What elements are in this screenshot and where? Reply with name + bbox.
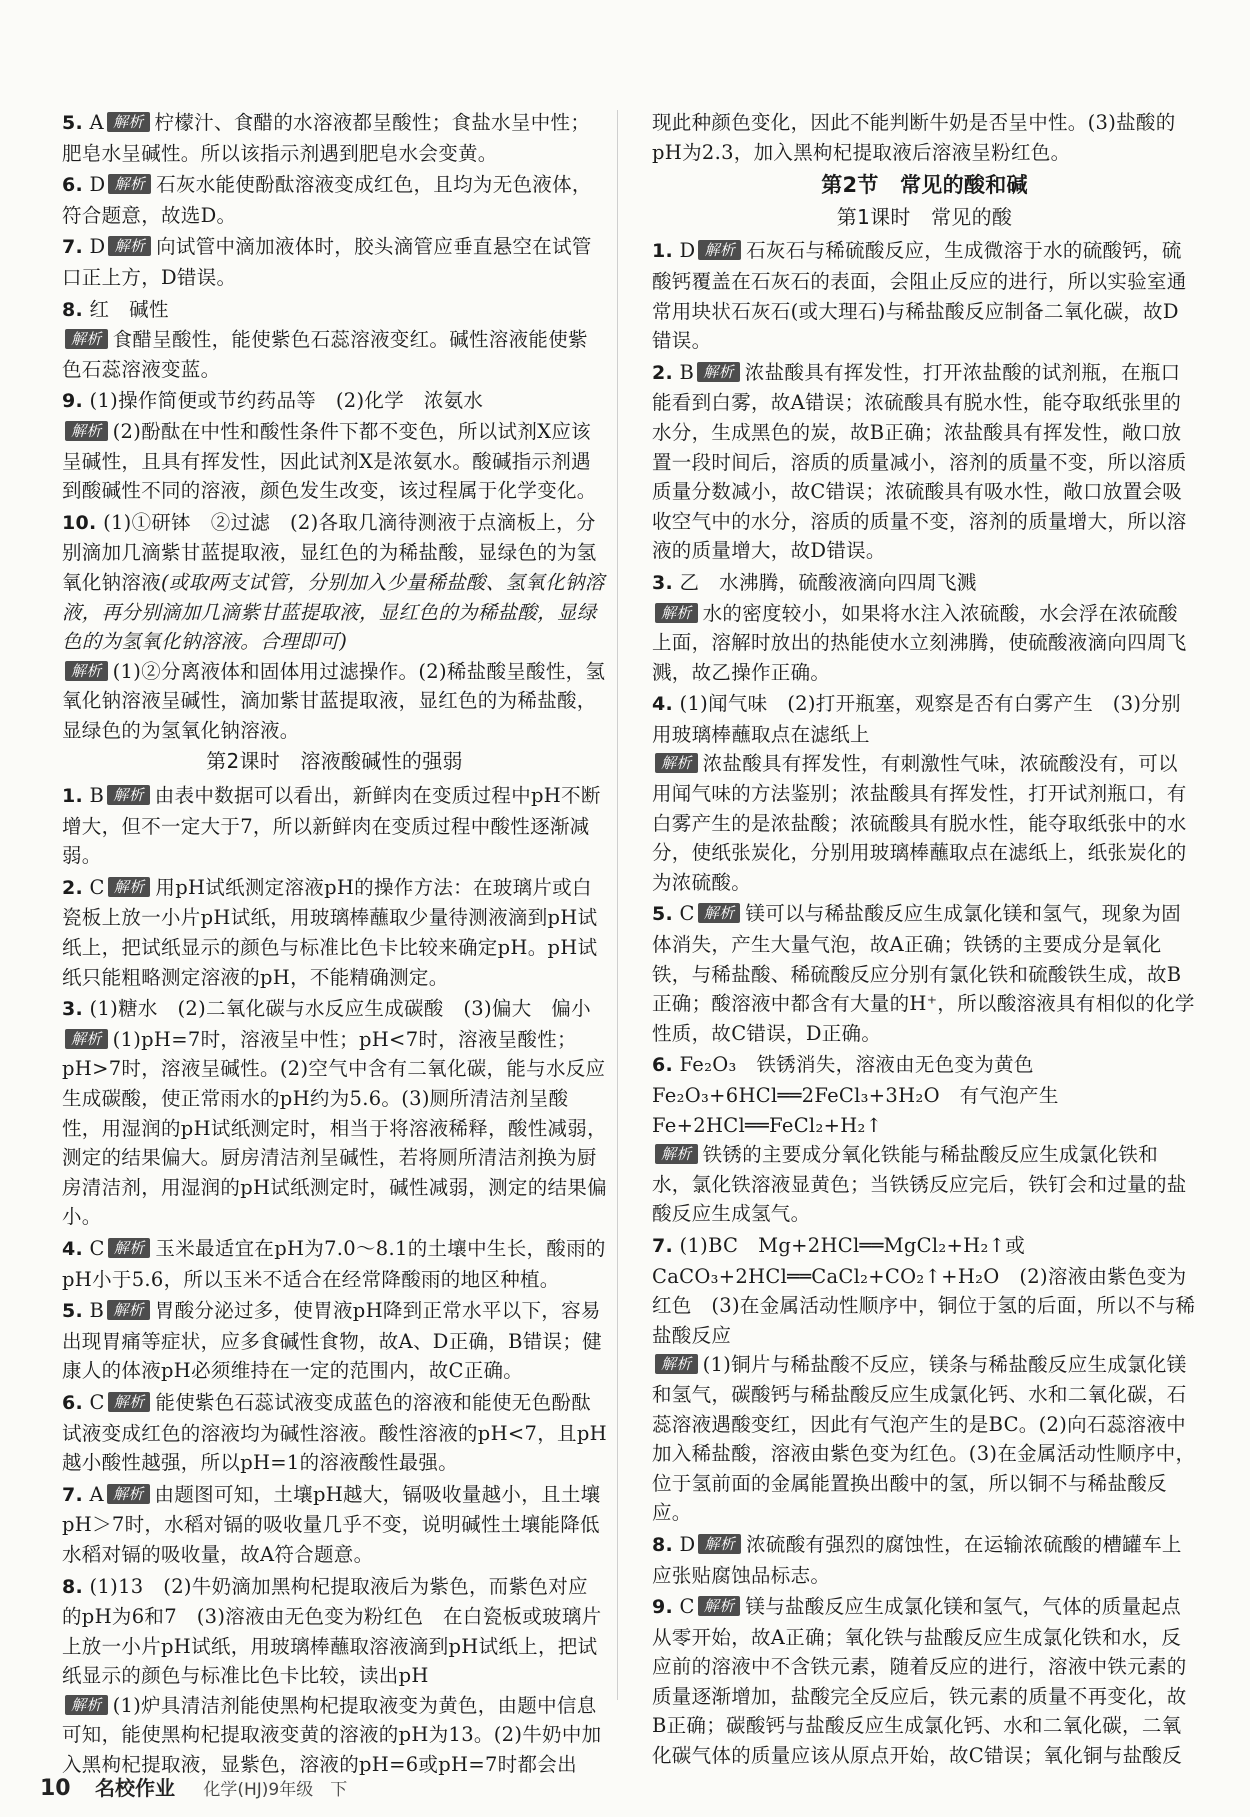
- analysis-tag: 解析: [108, 1238, 151, 1258]
- item-number: 5.: [62, 1300, 84, 1323]
- answer-item: [652, 1530, 1197, 1590]
- analysis-tag: 解析: [108, 174, 151, 194]
- item-explanation: 浓硫酸有强烈的腐蚀性，在运输浓硫酸的槽罐车上应张贴腐蚀品标志。: [652, 1532, 1182, 1587]
- item-answer: 乙 水沸腾，硫酸液滴向四周飞溅: [679, 570, 977, 594]
- column-divider: [617, 110, 618, 1700]
- item-answer-alt: (或取两支试管，分别加入少量稀盐酸、氢氧化钠溶液，再分别滴加几滴紫甘蓝提取液，显红色的为稀盐酸，显绿色的为氢氧化钠溶液。合理即可): [62, 570, 605, 654]
- left-items: [62, 108, 607, 745]
- analysis-tag: 解析: [108, 1392, 151, 1412]
- item-number: 2.: [62, 876, 84, 899]
- item-answer: A: [89, 1482, 104, 1506]
- answer-item: [62, 508, 607, 746]
- brand-name: 名校作业: [94, 1776, 175, 1800]
- answer-item: [62, 295, 607, 385]
- item-answer: (1)BC Mg+2HCl══MgCl₂+H₂↑或CaCO₃+2HCl══CaCl₂+CO₂↑+H₂O (2)溶液由紫色变为红色 (3)在金属活动性顺序中，铜位于氢的后面，所以不与稀盐酸反应: [652, 1233, 1196, 1347]
- item-number: 1.: [652, 240, 674, 263]
- item-explanation: 镁可以与稀盐酸反应生成氯化镁和氢气，现象为固体消失，产生大量气泡，故A正确；铁锈的主要成分是氧化铁，与稀盐酸、稀硫酸反应分别有氯化铁和硫酸铁生成，故B正确；酸溶液中都含有大量的H⁺，所以酸溶液具有相似的化学性质，故C错误，D正确。: [652, 902, 1195, 1045]
- lesson-heading-2: 第2课时 溶液酸碱性的强弱: [206, 749, 463, 774]
- item-answer: B: [89, 784, 105, 808]
- item-explanation: 柠檬汁、食醋的水溶液都呈酸性；食盐水呈中性；肥皂水呈碱性。所以该指示剂遇到肥皂水会变黄。: [62, 111, 591, 165]
- item-number: 10.: [62, 511, 97, 534]
- item-explanation: 由表中数据可以看出，新鲜肉在变质过程中pH不断增大，但不一定大于7，所以新鲜肉在变质过程中酸性逐渐减弱。: [62, 784, 601, 868]
- item-explanation: (2)酚酞在中性和酸性条件下都不变色，所以试剂X应该呈碱性，且具有挥发性，因此试剂X是浓氨水。酸碱指示剂遇到酸碱性不同的溶液，颜色发生改变，该过程属于化学变化。: [62, 419, 597, 503]
- explanation-block: [62, 657, 607, 746]
- continued-text: 现此种颜色变化，因此不能判断牛奶是否呈中性。(3)盐酸的pH为2.3，加入黑枸杞提取液后溶液呈粉红色。: [652, 111, 1176, 164]
- answer-item: [62, 1572, 607, 1780]
- analysis-tag: 解析: [655, 1354, 698, 1374]
- analysis-tag: 解析: [108, 236, 151, 256]
- answer-item: [652, 568, 1197, 687]
- item-explanation: 用pH试纸测定溶液pH的操作方法：在玻璃片或白瓷板上放一小片pH试纸，用玻璃棒蘸取少量待测液滴到pH试纸上，把试纸显示的颜色与标准比色卡比较来确定pH。pH试纸只能粗略测定溶液的pH，不能精确测定。: [62, 875, 598, 989]
- item-explanation: (1)pH=7时，溶液呈中性；pH<7时，溶液呈酸性；pH>7时，溶液呈碱性。(2)空气中含有二氧化碳，能与水反应生成碳酸，使正常雨水的pH约为5.6。(3)厕所清洁剂呈酸性，用湿润的pH试纸测定时，相当于将溶液稀释，酸性减弱，测定的结果偏大。厨房清洁剂呈碱性，若将厕所清洁剂换为厨房清洁剂，用湿润的pH试纸测定时，碱性减弱，测定的结果偏小。: [62, 1027, 607, 1229]
- analysis-tag: 解析: [697, 362, 740, 382]
- answer-item: [652, 236, 1197, 355]
- item-number: 5.: [652, 903, 674, 926]
- answer-item: [62, 1296, 607, 1386]
- item-number: 7.: [62, 236, 84, 259]
- analysis-tag: 解析: [107, 112, 150, 132]
- item-answer: C: [89, 875, 105, 899]
- answer-item: [62, 108, 607, 168]
- item-explanation: 水的密度较小，如果将水注入浓硫酸，水会浮在浓硫酸上面，溶解时放出的热能使水立刻沸腾，使硫酸液滴向四周飞溅，故乙操作正确。: [652, 601, 1187, 684]
- section-heading: 第2节 常见的酸和碱: [821, 173, 1028, 198]
- left-column: [62, 108, 607, 1782]
- item-answer: C: [89, 1236, 105, 1260]
- analysis-tag: 解析: [698, 1534, 741, 1554]
- explanation-block: [652, 1350, 1197, 1528]
- item-number: 5.: [62, 112, 84, 134]
- item-number: 7.: [652, 1234, 674, 1257]
- item-answer: (1)13 (2)牛奶滴加黑枸杞提取液后为紫色，而紫色对应的pH为6和7 (3)溶液由无色变为粉红色 在白瓷板或玻璃片上放一小片pH试纸，用玻璃棒蘸取溶液滴到pH试纸上，把试纸显示的颜色与标准比色卡比较，读出pH: [62, 1574, 602, 1688]
- item-explanation: 由题图可知，土壤pH越大，镉吸收量越小，且土壤pH＞7时，水稻对镉的吸收量几乎不变，说明碱性土壤能降低水稻对镉的吸收量，故A符合题意。: [62, 1482, 601, 1566]
- item-answer: (1)操作简便或节约药品等 (2)化学 浓氨水: [89, 389, 484, 413]
- item-number: 6.: [652, 1054, 674, 1077]
- analysis-tag: 解析: [698, 240, 741, 260]
- item-explanation: 浓盐酸具有挥发性，打开浓盐酸的试剂瓶，在瓶口能看到白雾，故A错误；浓硫酸具有脱水性，能夺取纸张里的水分，生成黑色的炭，故B正确；浓盐酸具有挥发性，敞口放置一段时间后，溶质的质量减小，溶剂的质量不变，所以溶质质量分数减小，故C错误；浓硫酸具有吸水性，敞口放置会吸收空气中的水分，溶质的质量不变，溶剂的质量增大，所以溶液的质量增大，故D错误。: [652, 360, 1187, 563]
- item-answer: (1)糖水 (2)二氧化碳与水反应生成碳酸 (3)偏大 偏小: [89, 997, 591, 1021]
- answer-item: [652, 1050, 1197, 1229]
- item-explanation: (1)炉具清洁剂能使黑枸杞提取液变为黄色，由题中信息可知，能使黑枸杞提取液变黄的溶液的pH为13。(2)牛奶中加入黑枸杞提取液，显紫色，溶液的pH=6或pH=7时都会出: [62, 1693, 602, 1777]
- item-answer: A: [89, 111, 104, 134]
- item-explanation: (1)②分离液体和固体用过滤操作。(2)稀盐酸呈酸性，氢氧化钠溶液呈碱性，滴加紫甘蓝提取液，显红色的为稀盐酸，显绿色的为氢氧化钠溶液。: [62, 659, 606, 742]
- item-number: 6.: [62, 174, 84, 197]
- item-number: 7.: [62, 1483, 84, 1506]
- right-column: [652, 108, 1197, 1773]
- item-number: 3.: [652, 571, 674, 594]
- item-number: 4.: [62, 1237, 84, 1260]
- explanation-block: [652, 599, 1197, 688]
- item-explanation: 玉米最适宜在pH为7.0～8.1的土壤中生长，酸雨的pH小于5.6，所以玉米不适合在经常降酸雨的地区种植。: [62, 1236, 606, 1291]
- analysis-tag: 解析: [65, 1029, 108, 1049]
- answer-item: [652, 1231, 1197, 1528]
- item-number: 2.: [652, 361, 674, 384]
- analysis-tag: 解析: [65, 661, 108, 681]
- item-explanation: 镁与盐酸反应生成氯化镁和氢气，气体的质量起点从零开始，故A正确；氧化铁与盐酸反应生成氯化铁和水，反应前的溶液中不含铁元素，随着反应的进行，溶液中铁元素的质量逐渐增加，盐酸完全反应后，铁元素的质量不再变化，故B正确；碳酸钙与盐酸反应生成氯化钙、水和二氧化碳，二氧化碳气体的质量应该从原点开始，故C错误；氧化铜与盐酸反: [652, 1595, 1187, 1768]
- answer-item: [652, 358, 1197, 566]
- item-answer: B: [679, 360, 695, 384]
- analysis-tag: 解析: [655, 1144, 698, 1164]
- item-answer: C: [679, 902, 695, 926]
- item-answer: C: [679, 1595, 695, 1619]
- item-number: 9.: [652, 1596, 674, 1619]
- item-explanation: 胃酸分泌过多，使胃液pH降到正常水平以下，容易出现胃痛等症状，应多食碱性食物，故A、D正确，B错误；健康人的体液pH必须维持在一定的范围内，故C正确。: [62, 1299, 602, 1383]
- analysis-tag: 解析: [655, 603, 698, 623]
- answer-item: [62, 781, 607, 871]
- item-number: 6.: [62, 1391, 84, 1414]
- item-answer: Fe₂O₃ 铁锈消失，溶液由无色变为黄色 Fe₂O₃+6HCl══2FeCl₃+3H₂O 有气泡产生 Fe+2HCl══FeCl₂+H₂↑: [652, 1053, 1079, 1137]
- analysis-tag: 解析: [107, 1484, 150, 1504]
- item-explanation: 向试管中滴加液体时，胶头滴管应垂直悬空在试管口正上方，D错误。: [62, 235, 592, 289]
- item-explanation: 能使紫色石蕊试液变成蓝色的溶液和能使无色酚酞试液变成红色的溶液均为碱性溶液。酸性溶液的pH<7，且pH越小酸性越强，所以pH=1的溶液酸性最强。: [62, 1390, 607, 1475]
- analysis-tag: 解析: [107, 785, 150, 805]
- analysis-tag: 解析: [65, 329, 108, 349]
- analysis-tag: 解析: [65, 421, 108, 441]
- item-explanation: 石灰水能使酚酞溶液变成红色，且均为无色液体，符合题意，故选D。: [62, 173, 592, 227]
- item-explanation: 浓盐酸具有挥发性，有刺激性气味，浓硫酸没有，可以用闻气味的方法鉴别；浓盐酸具有挥发性，打开试剂瓶口，有白雾产生的是浓盐酸；浓硫酸具有脱水性，能夺取纸张中的水分，使纸张炭化，分别用玻璃棒蘸取点在滤纸上，纸张炭化的为浓硫酸。: [652, 752, 1187, 894]
- item-answer: (1)①研钵 ②过滤 (2)各取几滴待测液于点滴板上，分别滴加几滴紫甘蓝提取液，显红色的为稀盐酸，显绿色的为氢氧化钠溶液: [62, 510, 597, 594]
- item-explanation: (1)铜片与稀盐酸不反应，镁条与稀盐酸反应生成氯化镁和氢气，碳酸钙与稀盐酸反应生成氯化钙、水和二氧化碳，石蕊溶液遇酸变红，因此有气泡产生的是BC。(2)向石蕊溶液中加入稀盐酸，溶液由紫色变为红色。(3)在金属活动性顺序中，位于氢前面的金属能置换出酸中的氢，所以铜不与稀盐酸反应。: [652, 1353, 1196, 1525]
- item-answer: D: [89, 235, 106, 259]
- item-number: 8.: [62, 298, 84, 321]
- page-footer: [40, 1772, 347, 1801]
- explanation-block: [652, 1140, 1197, 1229]
- answer-item: [62, 1480, 607, 1570]
- analysis-tag: 解析: [698, 903, 741, 923]
- item-answer: D: [679, 239, 696, 263]
- answer-item: [652, 689, 1197, 897]
- explanation-block: [62, 417, 607, 506]
- explanation-block: [62, 1025, 607, 1232]
- lesson-heading-1: 第1课时 常见的酸: [836, 204, 1013, 229]
- item-number: 1.: [62, 785, 84, 808]
- item-number: 8.: [652, 1533, 674, 1556]
- explanation-block: [652, 749, 1197, 897]
- analysis-tag: 解析: [107, 1300, 150, 1320]
- page-number: 10: [40, 1776, 71, 1801]
- item-explanation: 石灰石与稀硫酸反应，生成微溶于水的硫酸钙，硫酸钙覆盖在石灰石的表面，会阻止反应的进行，所以实验室通常用块状石灰石(或大理石)与稀盐酸反应制备二氧化碳，故D错误。: [652, 239, 1187, 353]
- analysis-tag: 解析: [698, 1596, 741, 1616]
- item-answer: C: [89, 1390, 105, 1414]
- item-answer: D: [679, 1532, 696, 1556]
- left2-items: [62, 781, 607, 1780]
- answer-item: [62, 386, 607, 505]
- item-number: 8.: [62, 1575, 84, 1598]
- item-answer: 红 碱性: [89, 297, 169, 321]
- answer-item: [62, 1234, 607, 1294]
- answer-item: [62, 994, 607, 1232]
- item-answer: B: [89, 1299, 105, 1323]
- analysis-tag: 解析: [65, 1695, 108, 1715]
- explanation-block: [62, 325, 607, 384]
- item-explanation: 铁锈的主要成分氧化铁能与稀盐酸反应生成氯化铁和水，氯化铁溶液显黄色；当铁锈反应完后，铁钉会和过量的盐酸反应生成氢气。: [652, 1143, 1187, 1226]
- item-explanation: 食醋呈酸性，能使紫色石蕊溶液变红。碱性溶液能使紫色石蕊溶液变蓝。: [62, 328, 588, 381]
- answer-item: [62, 1388, 607, 1478]
- right-items: [652, 236, 1197, 1770]
- answer-item: [62, 170, 607, 230]
- item-answer: (1)闻气味 (2)打开瓶塞，观察是否有白雾产生 (3)分别用玻璃棒蘸取点在滤纸上: [652, 692, 1181, 746]
- answer-item: [62, 873, 607, 992]
- item-answer: D: [89, 173, 106, 197]
- analysis-tag: 解析: [655, 753, 698, 773]
- analysis-tag: 解析: [108, 877, 151, 897]
- answer-item: [652, 899, 1197, 1048]
- explanation-block: [62, 1691, 607, 1780]
- item-number: 4.: [652, 693, 674, 716]
- answer-item: [652, 1592, 1197, 1771]
- subject-label: 化学(HJ)9年级 下: [203, 1780, 348, 1800]
- item-number: 9.: [62, 390, 84, 413]
- answer-item: [62, 232, 607, 292]
- item-number: 3.: [62, 998, 84, 1021]
